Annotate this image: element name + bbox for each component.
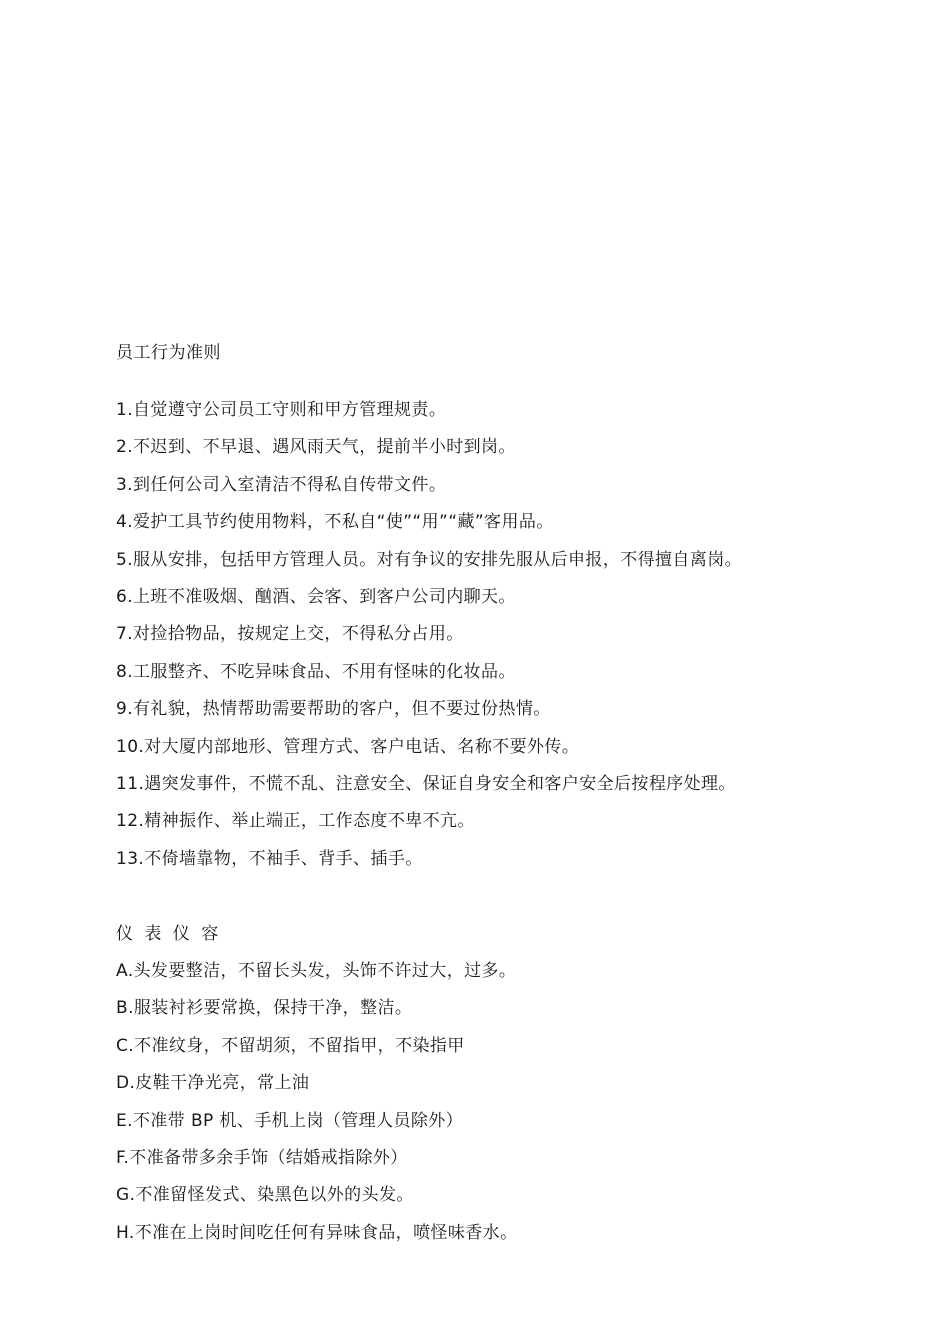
rule-item: 11.遇突发事件，不慌不乱、注意安全、保证自身安全和客户安全后按程序处理。 [116, 773, 736, 794]
appearance-item: E.不准带 BP 机、手机上岗（管理人员除外） [116, 1110, 464, 1131]
rule-item: 4.爱护工具节约使用物料，不私自“使”“用”“藏”客用品。 [116, 512, 554, 533]
document-title: 员工行为准则 [116, 343, 221, 363]
rule-item: 8.工服整齐、不吃异味食品、不用有怪味的化妆品。 [116, 661, 516, 682]
appearance-list [116, 959, 518, 1258]
rule-item: 1.自觉遵守公司员工守则和甲方管理规责。 [116, 400, 447, 420]
rule-item: 2.不迟到、不早退、遇风雨天气，提前半小时到岗。 [116, 437, 516, 458]
appearance-item: A.头发要整洁，不留长头发，头饰不许过大，过多。 [116, 961, 517, 981]
appearance-item: D.皮鞋干净光亮，常上油 [116, 1073, 310, 1094]
appearance-item: C.不准纹身，不留胡须，不留指甲，不染指甲 [116, 1035, 465, 1056]
rule-item: 6.上班不准吸烟、酗酒、会客、到客户公司内聊天。 [116, 586, 516, 607]
rule-item: 3.到任何公司入室清洁不得私自传带文件。 [116, 474, 447, 495]
rule-item: 13.不倚墙靠物，不袖手、背手、插手。 [116, 848, 423, 869]
appearance-item: B.服装衬衫要常换，保持干净，整洁。 [116, 998, 413, 1019]
rules-list [116, 398, 742, 884]
appearance-item: G.不准留怪发式、染黑色以外的头发。 [116, 1185, 414, 1206]
appearance-heading: 仪 表 仪 容 [116, 924, 219, 944]
rule-item: 12.精神振作、举止端正，工作态度不卑不亢。 [116, 811, 475, 832]
appearance-item: H.不准在上岗时间吃任何有异味食品，喷怪味香水。 [116, 1222, 518, 1243]
appearance-item: F.不准备带多余手饰（结婚戒指除外） [116, 1147, 408, 1168]
rule-item: 5.服从安排，包括甲方管理人员。对有争议的安排先服从后申报，不得擅自离岗。 [116, 549, 743, 570]
rule-item: 9.有礼貌，热情帮助需要帮助的客户，但不要过份热情。 [116, 699, 551, 720]
rule-item: 10.对大厦内部地形、管理方式、客户电话、名称不要外传。 [116, 736, 580, 757]
rule-item: 7.对捡拾物品，按规定上交，不得私分占用。 [116, 624, 464, 645]
